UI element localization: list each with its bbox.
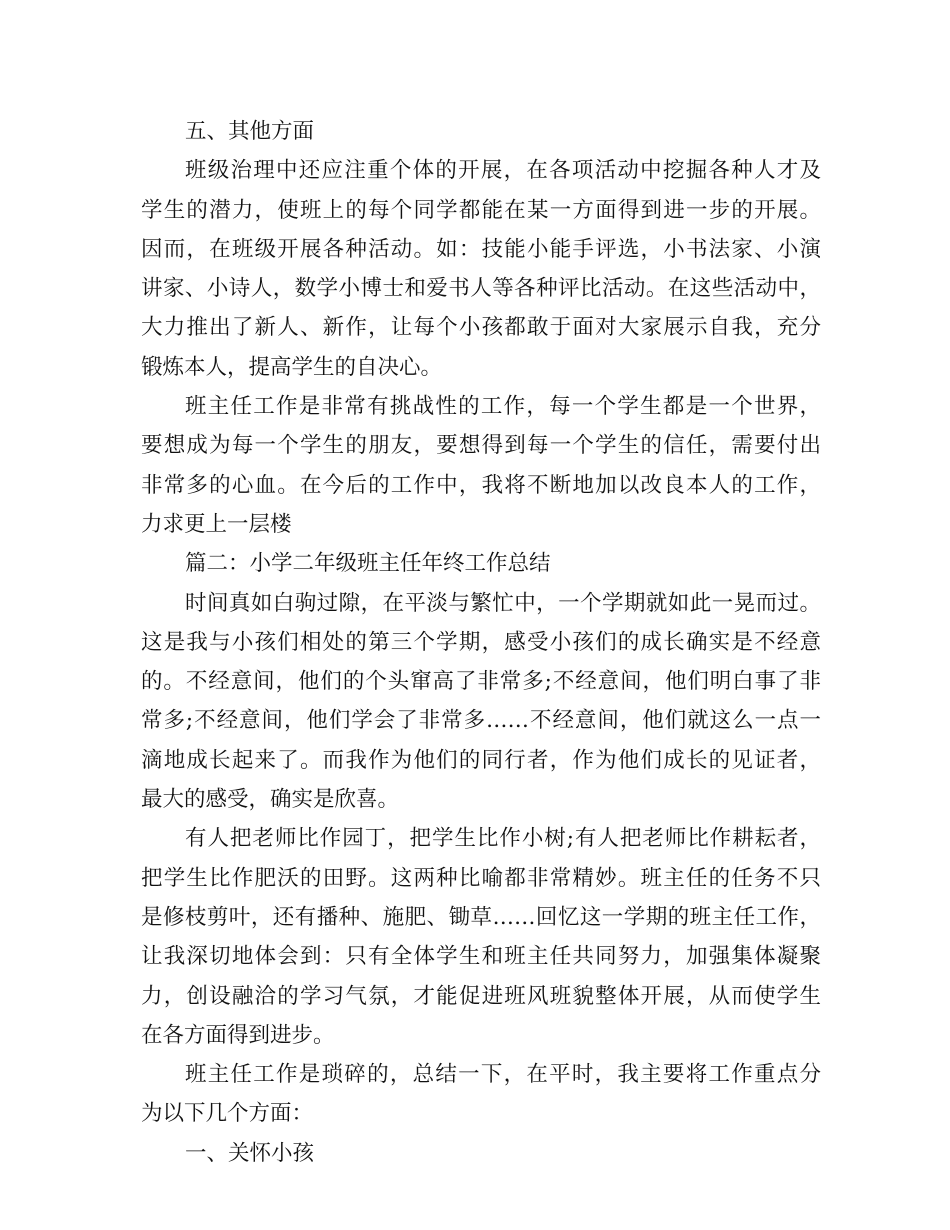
text-line: 篇二：小学二年级班主任年终工作总结 xyxy=(185,551,551,577)
text-line: 班主任工作是非常有挑战性的工作，每一个学生都是一个世界， xyxy=(185,394,821,420)
text-line: 讲家、小诗人，数学小博士和爱书人等各种评比活动。在这些活动中， xyxy=(141,276,821,302)
text-line: 要想成为每一个学生的朋友，要想得到每一个学生的信任，需要付出 xyxy=(141,433,821,459)
text-line: 把学生比作肥沃的田野。这两种比喻都非常精妙。班主任的任务不只 xyxy=(141,865,821,891)
text-line: 在各方面得到进步。 xyxy=(141,1022,335,1048)
text-line: 力，创设融洽的学习气氛，才能促进班风班貌整体开展，从而使学生 xyxy=(141,983,821,1009)
text-line: 这是我与小孩们相处的第三个学期，感受小孩们的成长确实是不经意 xyxy=(141,629,821,655)
text-line: 力求更上一层楼 xyxy=(141,511,292,537)
text-line: 是修枝剪叶，还有播种、施肥、锄草……回忆这一学期的班主任工作， xyxy=(141,904,821,930)
text-line: 非常多的心血。在今后的工作中，我将不断地加以改良本人的工作， xyxy=(141,472,821,498)
text-line: 一、关怀小孩 xyxy=(185,1140,315,1166)
text-line: 最大的感受，确实是欣喜。 xyxy=(141,787,400,813)
text-line: 锻炼本人，提高学生的自决心。 xyxy=(141,354,443,380)
text-line: 为以下几个方面： xyxy=(141,1101,314,1127)
text-line: 滴地成长起来了。而我作为他们的同行者，作为他们成长的见证者， xyxy=(141,747,821,773)
text-line: 因而，在班级开展各种活动。如：技能小能手评选，小书法家、小演 xyxy=(141,236,821,262)
text-line: 让我深切地体会到：只有全体学生和班主任共同努力，加强集体凝聚 xyxy=(141,944,821,970)
text-line: 班主任工作是琐碎的，总结一下，在平时，我主要将工作重点分 xyxy=(185,1062,821,1088)
text-line: 大力推出了新人、新作，让每个小孩都敢于面对大家展示自我，充分 xyxy=(141,315,821,341)
document-body xyxy=(141,112,821,1173)
text-line: 常多;不经意间，他们学会了非常多……不经意间，他们就这么一点一 xyxy=(141,708,821,734)
text-line: 学生的潜力，使班上的每个同学都能在某一方面得到进一步的开展。 xyxy=(141,197,821,223)
text-line: 的。不经意间，他们的个头窜高了非常多;不经意间，他们明白事了非 xyxy=(141,669,821,695)
text-line: 班级治理中还应注重个体的开展，在各项活动中挖掘各种人才及 xyxy=(185,158,821,184)
text-line: 时间真如白驹过隙，在平淡与繁忙中，一个学期就如此一晃而过。 xyxy=(185,590,821,616)
text-line: 五、其他方面 xyxy=(185,119,315,144)
text-line: 有人把老师比作园丁，把学生比作小树;有人把老师比作耕耘者， xyxy=(185,826,821,852)
